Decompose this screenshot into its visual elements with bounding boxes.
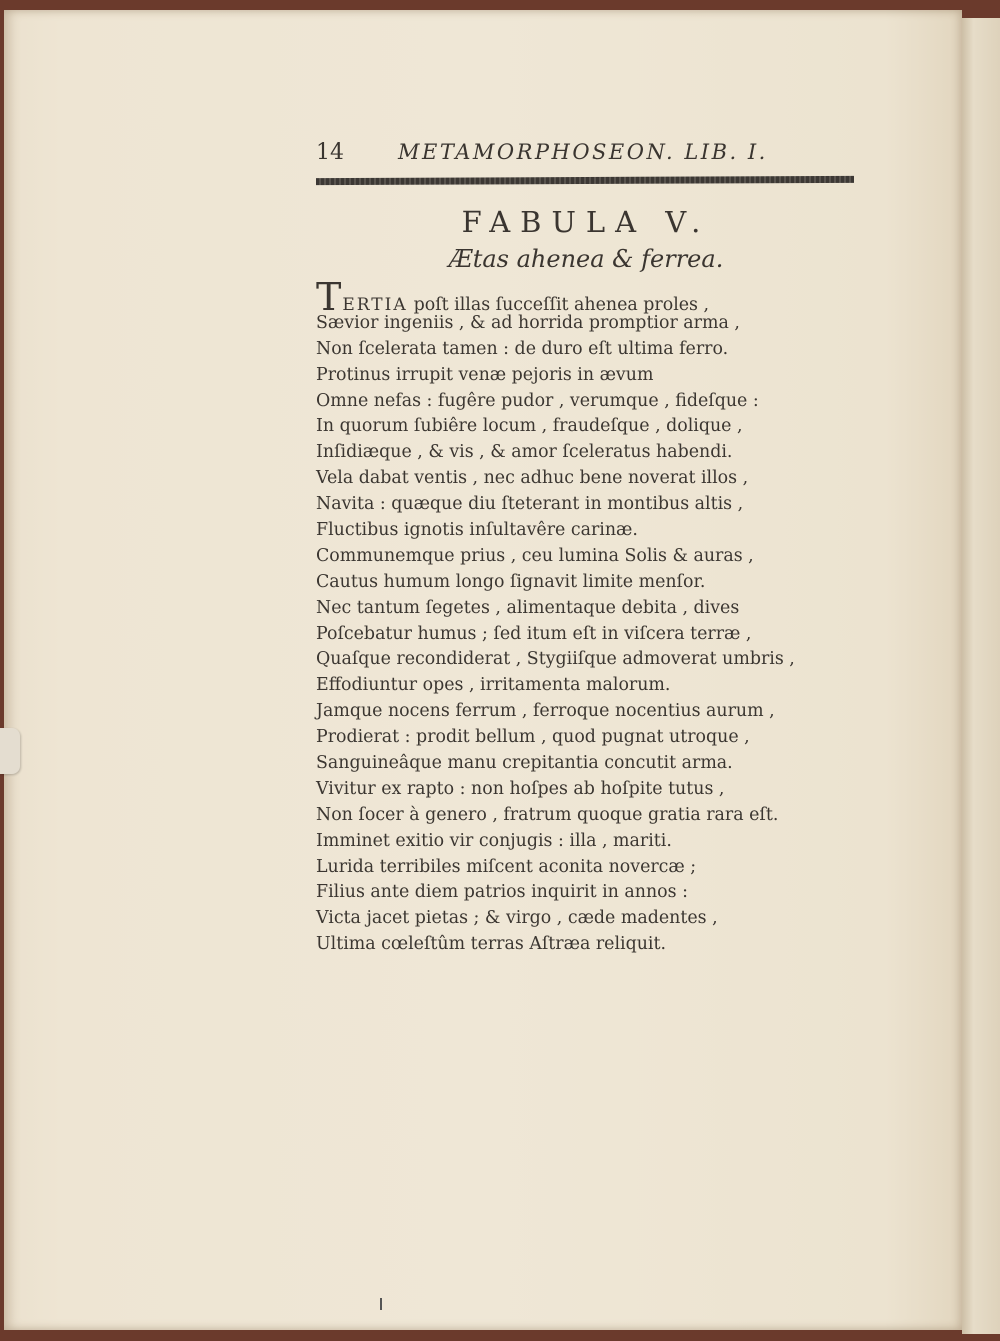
verse-line: Fluctibus ignotis inſultavêre carinæ. [316,520,638,541]
first-line-text: poſt illas ſucceſſit ahenea proles , [413,295,710,315]
verse-line: Nec tantum ſegetes , alimentaque debita , dives [316,597,740,618]
verse-line: Jamque nocens ferrum , ferroque nocentius aurum , [316,701,775,722]
verse-line [316,275,796,319]
verse-list [316,310,796,957]
verse-line: Protinus irrupit venæ pejoris in ævum [316,364,654,385]
verse-line: Cautus humum longo ſignavit limite menſor. [316,571,706,592]
verse-line: Quaſque recondiderat , Stygiiſque admoverat umbris , [316,649,795,670]
verse-line: Vivitur ex rapto : non hoſpes ab hoſpite tutus , [316,778,725,799]
running-title: METAMORPHOSEON. LIB. I. [398,140,768,164]
verse-line: Lurida terribiles miſcent aconita novercæ ; [316,856,697,877]
verse-block [316,275,796,957]
verse-line: Communemque prius , ceu lumina Solis & auras , [316,545,754,566]
verse-line: Prodierat : prodit bellum , quod pugnat utroque , [316,727,750,748]
verse-line: Inſidiæque , & vis , & amor ſceleratus habendi. [316,442,733,463]
page-tab-mark [0,728,20,774]
verse-line: Effodiuntur opes , irritamenta malorum. [316,675,671,696]
verse-line: Non ſocer à genero , fratrum quoque gratia rara eſt. [316,804,779,825]
verse-line: Omne nefas : fugêre pudor , verumque , fideſque : [316,390,759,411]
page-number: 14 [316,140,344,165]
drop-cap: T [316,275,342,319]
verse-line: Vela dabat ventis , nec adhuc bene noverat illos , [316,468,749,489]
page-header [316,138,796,168]
verse-line: In quorum ſubiêre locum , fraudeſque , dolique , [316,416,743,437]
verse-line: Non ſcelerata tamen : de duro eſt ultima ferro. [316,338,729,359]
verse-line: Poſcebatur humus ; ſed itum eſt in viſcera terræ , [316,623,752,644]
small-caps-opening: ERTIA [342,295,408,315]
verse-line: Sævior ingeniis , & ad horrida promptior arma , [316,312,740,333]
verse-line: Filius ante diem patrios inquirit in annos : [316,882,688,903]
fable-title: FABULA V. [461,205,711,239]
verse-line: Victa jacet pietas ; & virgo , cæde madentes , [316,908,718,929]
fable-subtitle: Ætas ahenea & ferrea. [448,245,724,273]
verse-line: Imminet exitio vir conjugis : illa , mariti. [316,830,672,851]
verse-line: Navita : quæque diu ſteterant in montibus altis , [316,494,744,515]
facing-page-edge [962,18,1000,1334]
verse-line: Ultima cœleſtûm terras Aſtræa reliquit. [316,934,666,955]
printer-mark [380,1298,382,1310]
verse-line: Sanguineâque manu crepitantia concutit arma. [316,753,733,774]
